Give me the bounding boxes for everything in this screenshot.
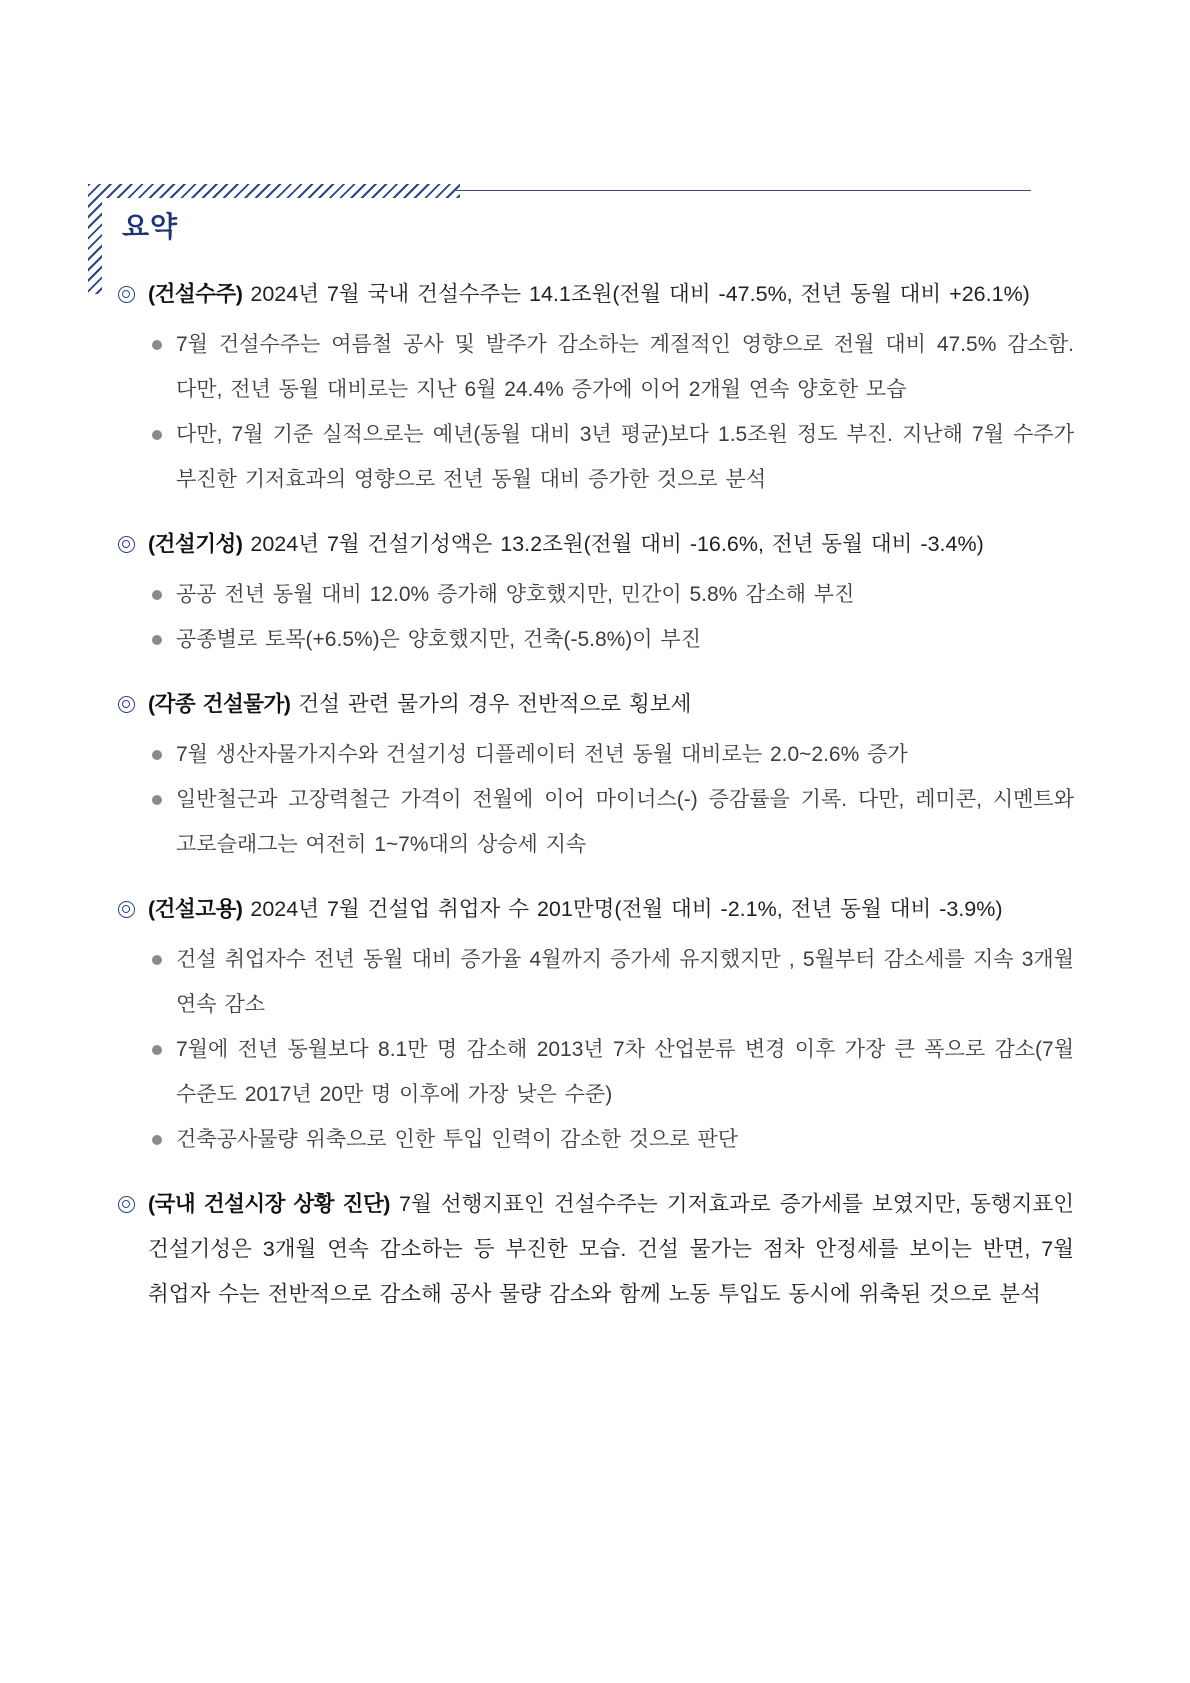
- double-circle-bullet-icon: [118, 1196, 135, 1213]
- list-item: [152, 412, 1074, 502]
- section-heading: [118, 272, 1074, 317]
- summary-section: [118, 272, 1074, 502]
- list-item: [152, 572, 1074, 617]
- list-item: [152, 322, 1074, 412]
- list-item-text: 7월 생산자물가지수와 건설기성 디플레이터 전년 동월 대비로는 2.0~2.6% 증가: [176, 743, 908, 766]
- summary-section: [118, 887, 1074, 1162]
- section-heading-label: (건설수주): [148, 282, 243, 306]
- circle-bullet-icon: [152, 635, 162, 645]
- list-item-text: 건설 취업자수 전년 동월 대비 증가율 4월까지 증가세 유지했지만 , 5월부터 감소세를 지속 3개월 연속 감소: [176, 948, 1074, 1016]
- hatch-stripe-decoration-horizontal: [88, 184, 460, 198]
- list-item: [152, 777, 1074, 867]
- section-heading-rest: 건설 관련 물가의 경우 전반적으로 횡보세: [298, 692, 692, 716]
- circle-bullet-icon: [152, 1135, 162, 1145]
- page-title: 요약: [122, 211, 179, 242]
- double-circle-bullet-icon: [118, 536, 135, 553]
- list-item: [152, 937, 1074, 1027]
- section-heading-rest: 7월 선행지표인 건설수주는 기저효과로 증가세를 보였지만, 동행지표인 건설기성은 3개월 연속 감소하는 등 부진한 모습. 건설 물가는 점차 안정세를 보이는 반면, 7월 취업자 수는 전반적으로 감소해 공사 물량 감소와 함께 노동 투입도 동시에 위축된 것으로 분석: [148, 1192, 1074, 1306]
- list-item: [152, 732, 1074, 777]
- section-bullet-list: [118, 572, 1074, 662]
- summary-section: [118, 522, 1074, 662]
- double-circle-bullet-icon: [118, 696, 135, 713]
- section-heading-label: (건설고용): [148, 897, 243, 921]
- list-item-text: 공종별로 토목(+6.5%)은 양호했지만, 건축(-5.8%)이 부진: [176, 628, 701, 651]
- circle-bullet-icon: [152, 340, 162, 350]
- header-rule-line: [455, 190, 1031, 191]
- section-heading: [118, 522, 1074, 567]
- section-bullet-list: [118, 937, 1074, 1162]
- list-item-text: 일반철근과 고장력철근 가격이 전월에 이어 마이너스(-) 증감률을 기록. 다만, 레미콘, 시멘트와 고로슬래그는 여전히 1~7%대의 상승세 지속: [176, 788, 1074, 856]
- section-heading-rest: 2024년 7월 건설기성액은 13.2조원(전월 대비 -16.6%, 전년 동월 대비 -3.4%): [250, 532, 984, 556]
- section-bullet-list: [118, 732, 1074, 867]
- section-heading-text: [148, 1182, 1074, 1317]
- double-circle-bullet-icon: [118, 901, 135, 918]
- list-item: [152, 617, 1074, 662]
- section-heading-rest: 2024년 7월 국내 건설수주는 14.1조원(전월 대비 -47.5%, 전년 동월 대비 +26.1%): [250, 282, 1030, 306]
- circle-bullet-icon: [152, 955, 162, 965]
- section-heading-label: (국내 건설시장 상황 진단): [148, 1192, 390, 1216]
- section-bullet-list: [118, 322, 1074, 502]
- section-heading: [118, 682, 1074, 727]
- list-item-text: 7월에 전년 동월보다 8.1만 명 감소해 2013년 7차 산업분류 변경 이후 가장 큰 폭으로 감소(7월 수준도 2017년 20만 명 이후에 가장 낮은 수준): [176, 1038, 1074, 1106]
- circle-bullet-icon: [152, 1045, 162, 1055]
- list-item-text: 공공 전년 동월 대비 12.0% 증가해 양호했지만, 민간이 5.8% 감소해 부진: [176, 583, 855, 606]
- section-heading-label: (건설기성): [148, 532, 243, 556]
- section-heading-text: [148, 272, 1074, 317]
- circle-bullet-icon: [152, 590, 162, 600]
- circle-bullet-icon: [152, 795, 162, 805]
- section-heading-text: [148, 887, 1074, 932]
- list-item-text: 건축공사물량 위축으로 인한 투입 인력이 감소한 것으로 판단: [176, 1128, 738, 1151]
- summary-section: [118, 1182, 1074, 1317]
- section-heading-text: [148, 522, 1074, 567]
- double-circle-bullet-icon: [118, 286, 135, 303]
- circle-bullet-icon: [152, 750, 162, 760]
- list-item: [152, 1117, 1074, 1162]
- hatch-stripe-decoration-vertical: [88, 184, 102, 294]
- list-item-text: 7월 건설수주는 여름철 공사 및 발주가 감소하는 계절적인 영향으로 전월 대비 47.5% 감소함. 다만, 전년 동월 대비로는 지난 6월 24.4% 증가에 이어 2개월 연속 양호한 모습: [176, 333, 1074, 401]
- section-heading-label: (각종 건설물가): [148, 692, 291, 716]
- section-heading: [118, 887, 1074, 932]
- list-item-text: 다만, 7월 기준 실적으로는 예년(동월 대비 3년 평균)보다 1.5조원 정도 부진. 지난해 7월 수주가 부진한 기저효과의 영향으로 전년 동월 대비 증가한 것으로 분석: [176, 423, 1074, 491]
- section-heading-text: [148, 682, 1074, 727]
- section-heading: [118, 1182, 1074, 1317]
- summary-section: [118, 682, 1074, 867]
- list-item: [152, 1027, 1074, 1117]
- summary-content: [118, 272, 1074, 1337]
- section-heading-rest: 2024년 7월 건설업 취업자 수 201만명(전월 대비 -2.1%, 전년 동월 대비 -3.9%): [250, 897, 1003, 921]
- circle-bullet-icon: [152, 430, 162, 440]
